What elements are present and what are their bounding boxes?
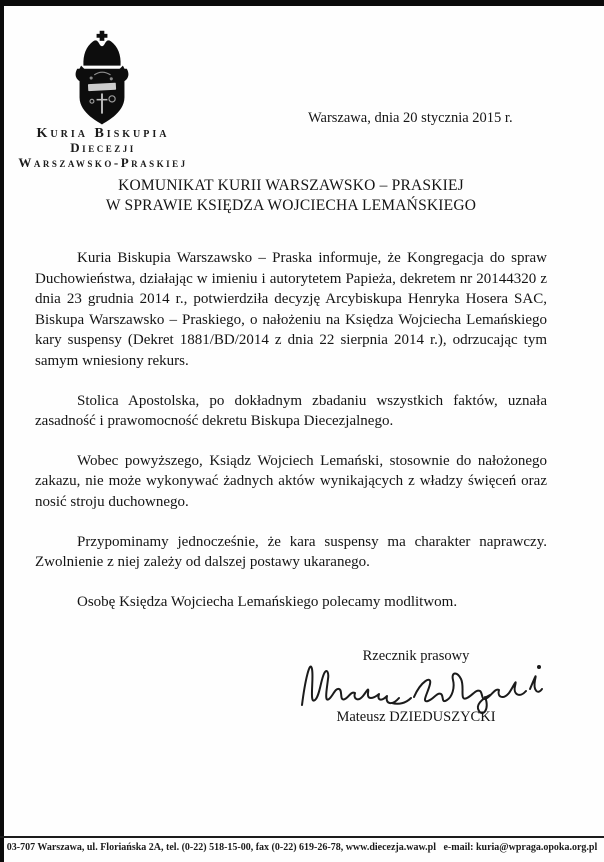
scan-artifact-top-bar	[0, 0, 604, 6]
document-title-line2: W SPRAWIE KSIĘDZA WOJCIECHA LEMAŃSKIEGO	[105, 196, 477, 214]
body-paragraph: Stolica Apostolska, po dokładnym zbadaniu wszystkich faktów, uznała zasadność i prawomocność dekretu Biskupa Diecezjalnego.	[35, 392, 547, 430]
body-paragraph: Przypominamy jednocześnie, że kara suspensy ma charakter naprawczy. Zwolnienie z niej zależy od dalszej postawy ukaranego.	[35, 533, 547, 571]
document-title	[35, 176, 547, 215]
body-paragraph: Osobę Księdza Wojciecha Lemańskiego polecamy modlitwom.	[77, 593, 458, 610]
letterhead-line-region: Warszawsko-Praskiej	[18, 155, 188, 170]
body-paragraph: Kuria Biskupia Warszawsko – Praska informuje, że Kongregacja do spraw Duchowieństwa, działając w imieniu i autorytetem Papieża, dekretem nr 20144320 z dnia 23 grudnia 2014 r., potwierdziła decyzję Arcybiskupa Henryka Hosera SAC, Biskupa Warszawsko – Praskiego, o nałożeniu na Księdza Wojciecha Lemańskiego kary suspensy (Dekret 1881/BD/2014 z dnia 22 sierpnia 2014 r.), odrzucając tym samym wniesiony rekurs.	[35, 250, 547, 369]
diocese-coat-of-arms	[63, 30, 141, 126]
date-line: Warszawa, dnia 20 stycznia 2015 r.	[308, 110, 513, 126]
body-paragraph: Wobec powyższego, Ksiądz Wojciech Lemański, stosownie do nałożonego zakazu, nie może wykonywać żadnych aktów wynikających z władzy święceń oraz nosić stroju duchownego.	[35, 452, 547, 510]
signature-block	[286, 648, 546, 726]
footer-divider-rule	[0, 836, 604, 838]
letterhead	[2, 126, 204, 170]
document-body	[35, 248, 547, 631]
signature-role: Rzecznik prasowy	[362, 648, 470, 664]
document-title-line1: KOMUNIKAT KURII WARSZAWSKO – PRASKIEJ	[118, 177, 464, 194]
signature-name: Mateusz DZIEDUSZYCKI	[336, 709, 496, 725]
letterhead-line-diocese: Diecezji	[70, 140, 136, 155]
footer-contact-line: 03-707 Warszawa, ul. Floriańska 2A, tel. (0-22) 518-15-00, fax (0-22) 619-26-78, www.diecezja.waw.pl e-mail: kuria@wpraga.opoka.org.pl	[6, 842, 598, 853]
letterhead-line-org: Kuria Biskupia	[36, 126, 170, 141]
